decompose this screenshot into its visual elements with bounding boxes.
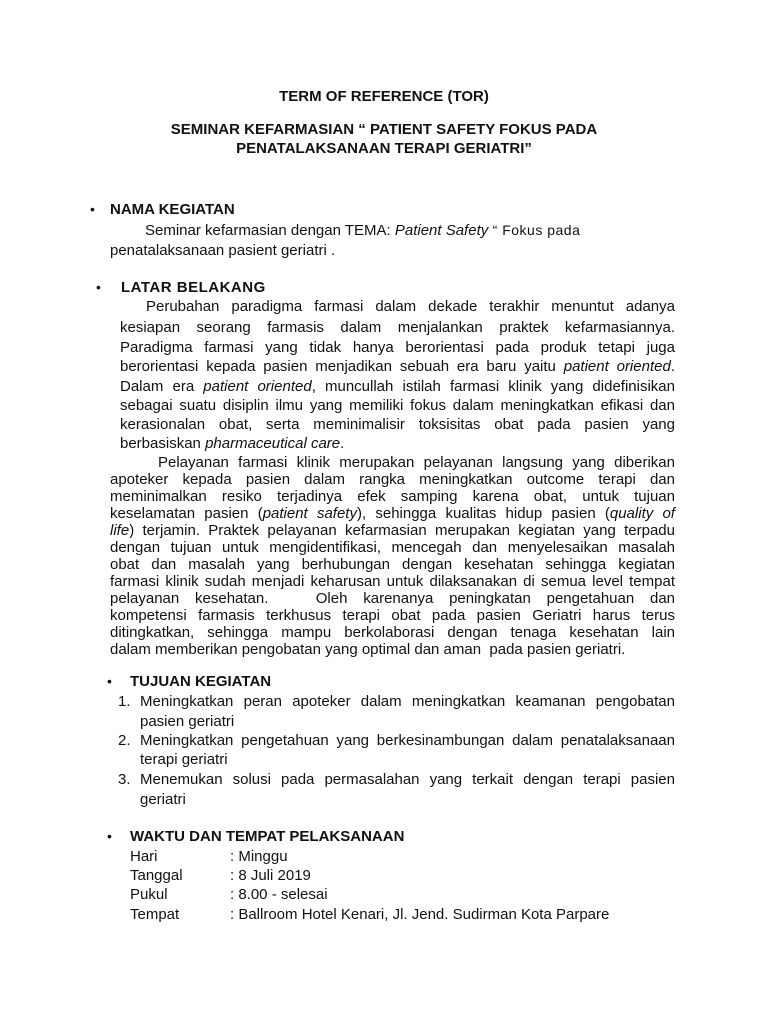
list-item-number: 1. xyxy=(118,693,131,710)
section-heading-tujuan: TUJUAN KEGIATAN xyxy=(130,673,272,690)
bullet-icon: • xyxy=(107,673,112,689)
detail-label: Tanggal xyxy=(130,867,183,884)
bullet-icon: • xyxy=(96,279,101,295)
list-item: pasien geriatri xyxy=(140,713,235,730)
detail-label: Pukul xyxy=(130,886,168,903)
list-item: Meningkatkan pengetahuan yang berkesinambungan dalam penatalaksanaan xyxy=(140,732,675,749)
document-title: TERM OF REFERENCE (TOR) xyxy=(279,88,489,105)
section-heading-latar: LATAR BELAKANG xyxy=(121,279,266,296)
detail-value: : 8.00 - selesai xyxy=(230,886,328,903)
detail-value: : Minggu xyxy=(230,848,288,865)
bullet-icon: • xyxy=(90,201,95,217)
document-subtitle-line1: SEMINAR KEFARMASIAN “ PATIENT SAFETY FOKUS PADA xyxy=(170,121,598,138)
section-heading-nama: NAMA KEGIATAN xyxy=(110,201,235,218)
nama-text-line2: penatalaksanaan pasient geriatri . xyxy=(110,242,336,259)
document-subtitle-line2: PENATALAKSANAAN TERAPI GERIATRI” xyxy=(236,140,532,157)
nama-text-line1: Seminar kefarmasian dengan TEMA: Patient Safety “ Fokus pada xyxy=(145,222,581,239)
list-item: Menemukan solusi pada permasalahan yang terkait dengan terapi pasien xyxy=(140,771,675,788)
detail-label: Tempat xyxy=(130,906,180,923)
detail-label: Hari xyxy=(130,848,158,865)
detail-value: : Ballroom Hotel Kenari, Jl. Jend. Sudirman Kota Parpare xyxy=(230,906,610,923)
detail-value: : 8 Juli 2019 xyxy=(230,867,311,884)
list-item-number: 3. xyxy=(118,771,131,788)
list-item: Meningkatkan peran apoteker dalam meningkatkan keamanan pengobatan xyxy=(140,693,675,710)
list-item-number: 2. xyxy=(118,732,131,749)
bullet-icon: • xyxy=(107,828,112,844)
list-item: terapi geriatri xyxy=(140,751,228,768)
section-heading-waktu: WAKTU DAN TEMPAT PELAKSANAAN xyxy=(130,828,405,845)
list-item: geriatri xyxy=(140,791,186,808)
